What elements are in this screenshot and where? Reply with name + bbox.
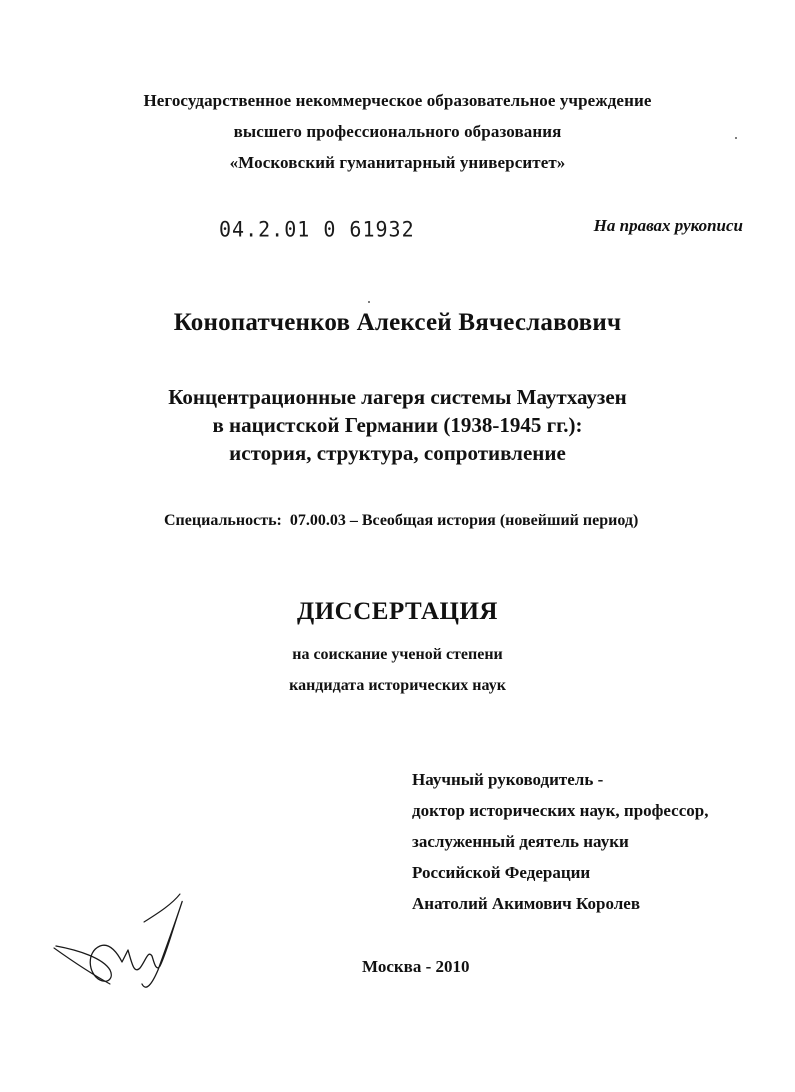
registration-number: 04.2.01 0 61932 <box>219 216 415 242</box>
specialty <box>164 512 638 530</box>
scan-speck <box>368 301 370 303</box>
supervisor-line-1: Научный руководитель - <box>412 770 604 789</box>
signature-icon <box>48 888 208 998</box>
degree-line-1: на соискание ученой степени <box>292 646 503 663</box>
manuscript-rights: На правах рукописи <box>593 216 743 235</box>
institution-line-3: «Московский гуманитарный университет» <box>229 153 566 172</box>
supervisor-line-3: заслуженный деятель науки <box>412 832 629 851</box>
supervisor-line-4: Российской Федерации <box>412 863 591 882</box>
supervisor-line-2: доктор исторических наук, профессор, <box>412 801 709 820</box>
thesis-title-line-2: в нацистской Германии (1938-1945 гг.): <box>212 413 583 437</box>
thesis-title-line-3: история, структура, сопротивление <box>229 441 566 465</box>
scan-speck <box>735 137 737 139</box>
institution-line-2: высшего профессионального образования <box>233 122 562 141</box>
thesis-title-line-1: Концентрационные лагеря системы Маутхаузен <box>168 385 627 409</box>
specialty-value: 07.00.03 – Всеобщая история (новейший период) <box>289 512 639 529</box>
specialty-label: Специальность: <box>164 512 282 529</box>
city-year: Москва - 2010 <box>362 957 470 976</box>
institution-line-1: Негосударственное некоммерческое образовательное учреждение <box>143 91 652 110</box>
author-name: Конопатченков Алексей Вячеславович <box>173 309 622 336</box>
document-type: ДИССЕРТАЦИЯ <box>297 598 498 625</box>
degree-line-2: кандидата исторических наук <box>289 677 506 694</box>
supervisor-line-5: Анатолий Акимович Королев <box>412 894 640 913</box>
